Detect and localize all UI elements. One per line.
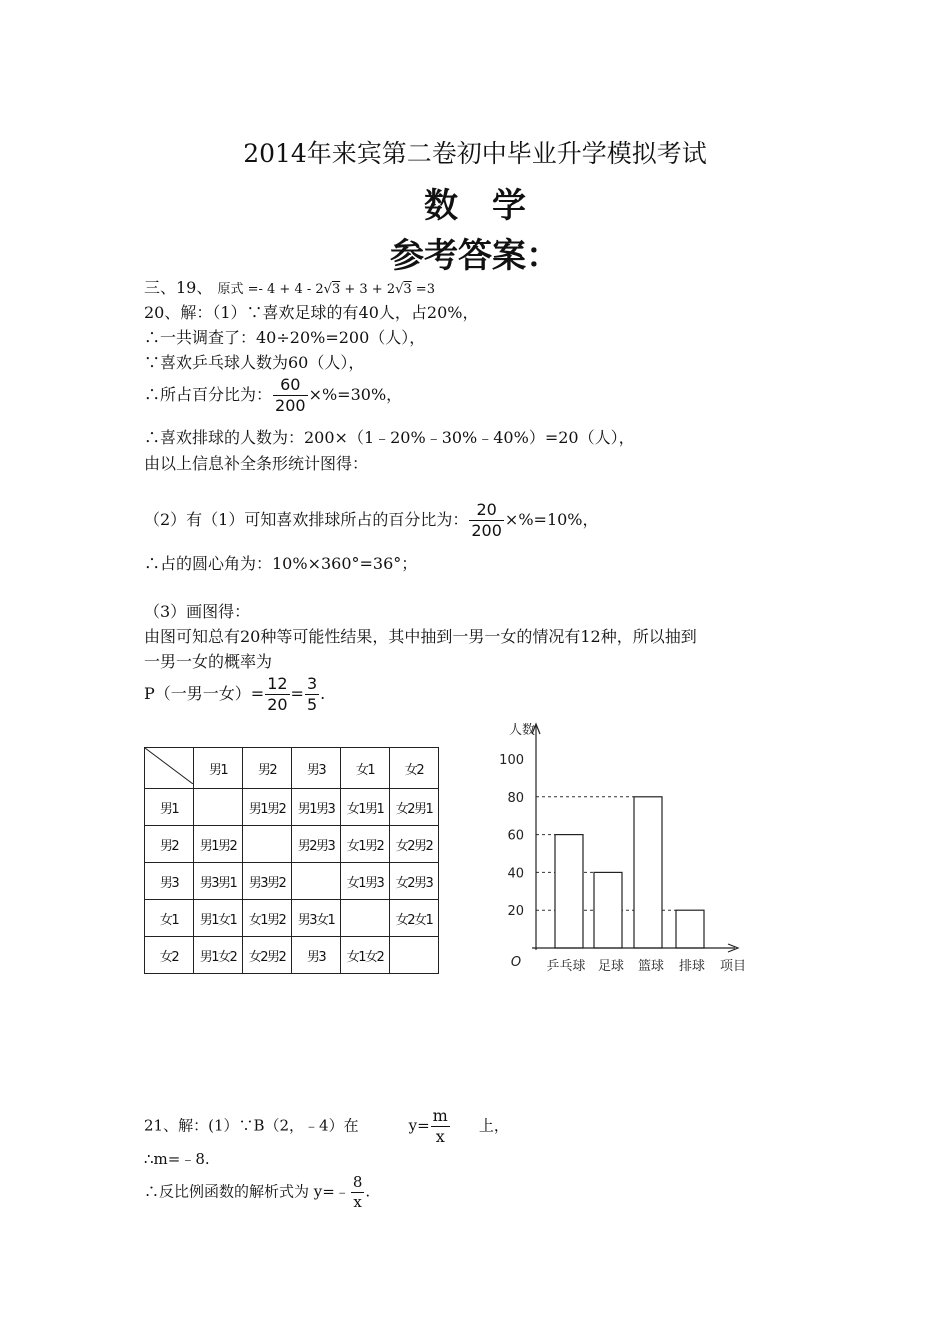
table-cell: 男1男3 — [292, 789, 341, 826]
table-row — [145, 826, 439, 863]
answers-heading: 参考答案： — [390, 236, 560, 276]
table-corner-cell — [145, 748, 194, 789]
fraction-numerator: m — [432, 1106, 448, 1125]
table-cell — [194, 789, 243, 826]
row-label-cell: 女2 — [145, 937, 194, 974]
table-cell — [292, 863, 341, 900]
subject-heading: 数 学 — [424, 186, 526, 226]
table-cell: 女2女1 — [390, 900, 439, 937]
fraction-numerator: 20 — [469, 502, 504, 521]
table-cell: 女1男1 — [341, 789, 390, 826]
q19-sqrt1: 3 — [331, 282, 341, 297]
table-cell — [243, 826, 292, 863]
fraction — [351, 1175, 365, 1210]
equals-sign: = — [290, 684, 304, 703]
fraction-denominator: 200 — [471, 521, 502, 540]
q20-line4 — [144, 377, 402, 414]
y-axis-label: 人数 — [508, 723, 536, 738]
q20-part3-line2: 由图可知总有20种等可能性结果，其中抽到一男一女的情况有12种，所以抽到 — [144, 627, 697, 646]
table-row — [145, 863, 439, 900]
fraction-numerator: 8 — [352, 1173, 363, 1191]
table-cell — [341, 900, 390, 937]
fraction — [431, 1108, 450, 1145]
q20-line1: 20、解：（1）∵喜欢足球的有40人，占20%， — [144, 303, 479, 322]
period: . — [365, 1182, 371, 1201]
q19-expr-a: 原式 = — [217, 282, 259, 297]
q21-line1 — [144, 1108, 509, 1145]
table-header-cell: 女2 — [390, 748, 439, 789]
table-header-cell: 男3 — [292, 748, 341, 789]
fraction-denominator: 20 — [267, 695, 288, 714]
fraction-denominator: x — [435, 1127, 445, 1146]
q20-line5: ∴喜欢排球的人数为：200×（1﹣20%﹣30%﹣40%）=20（人）， — [144, 428, 635, 447]
table-row — [145, 789, 439, 826]
page-title: 2014年来宾第二卷初中毕业升学模拟考试 — [243, 139, 707, 168]
table-cell: 男3男2 — [243, 863, 292, 900]
table-cell: 女2男3 — [390, 863, 439, 900]
table-header-row — [145, 748, 439, 789]
y-tick-label: 80 — [507, 790, 524, 806]
sqrt-sign: √ — [395, 282, 404, 297]
row-label-cell: 男2 — [145, 826, 194, 863]
row-label-cell: 女1 — [145, 900, 194, 937]
bar-乒乓球 — [555, 835, 583, 948]
q21-line2: ∴m=﹣8. — [144, 1150, 210, 1168]
y-equals: y= — [408, 1116, 430, 1135]
x-tick-label: 篮球 — [637, 959, 665, 974]
table-row — [145, 937, 439, 974]
table-row — [145, 900, 439, 937]
q20-part3-line3: 一男一女的概率为 — [144, 652, 273, 671]
y-tick-label: 20 — [507, 904, 524, 920]
q20-probability — [144, 676, 325, 713]
fraction — [305, 676, 319, 713]
q20-line4-prefix: ∴所占百分比为： — [144, 385, 273, 404]
probability-prefix: P（一男一女）= — [144, 684, 265, 703]
table-header-cell: 男1 — [194, 748, 243, 789]
x-tick-label: 乒乓球 — [546, 959, 586, 974]
fraction-numerator: 60 — [273, 377, 308, 396]
table-cell: 女1女2 — [341, 937, 390, 974]
y-tick-label: 40 — [507, 866, 524, 882]
q19-sqrt2: 3 — [403, 282, 412, 297]
q20-part2-prefix: （2）有（1）可知喜欢排球所占的百分比为： — [144, 510, 469, 529]
row-label-cell: 男3 — [145, 863, 194, 900]
row-label-cell: 男1 — [145, 789, 194, 826]
table-cell: 男1男2 — [194, 826, 243, 863]
table-cell: 男3 — [292, 937, 341, 974]
q21-line3 — [144, 1175, 370, 1210]
x-tick-label: 排球 — [678, 959, 706, 974]
sqrt-sign: √ — [323, 282, 332, 297]
q19-expr-b: - 4 + 4 - 2 — [258, 282, 324, 297]
q19-line — [144, 275, 435, 298]
fraction-denominator: 200 — [275, 396, 306, 415]
bar-足球 — [594, 872, 622, 948]
q19-expr-d: =3 — [411, 282, 435, 297]
table-cell: 女1男3 — [341, 863, 390, 900]
table-cell: 女2男1 — [390, 789, 439, 826]
table-cell: 男1女1 — [194, 900, 243, 937]
table-cell — [390, 937, 439, 974]
y-tick-label: 60 — [507, 828, 524, 844]
fraction-numerator: 3 — [306, 674, 318, 693]
q20-line6: 由以上信息补全条形统计图得： — [144, 454, 369, 473]
bar-篮球 — [634, 797, 662, 948]
bar-chart — [480, 712, 770, 982]
table-cell: 女2男2 — [243, 937, 292, 974]
q20-line3: ∵喜欢乒乓球人数为60（人）， — [144, 353, 365, 372]
q19-expression — [217, 282, 435, 297]
table-cell: 男3女1 — [292, 900, 341, 937]
q20-line4-suffix: ×%=30%， — [308, 385, 403, 404]
q19-expr-c: + 3 + 2 — [340, 282, 396, 297]
q21-line1-prefix: 21、解：(1）∵B（2，﹣4）在 — [144, 1116, 359, 1135]
table-cell: 女1男2 — [341, 826, 390, 863]
bar-排球 — [676, 910, 704, 948]
x-axis-label: 项目 — [719, 959, 747, 974]
origin-label: O — [510, 955, 522, 970]
table-cell: 男3男1 — [194, 863, 243, 900]
q20-part2-line2: ∴占的圆心角为：10%×360°=36°； — [144, 554, 418, 573]
table-header-cell: 女1 — [341, 748, 390, 789]
fraction — [273, 377, 308, 414]
fraction-denominator: x — [353, 1193, 362, 1211]
q19-label: 三、19、 — [144, 278, 213, 297]
fraction-denominator: 5 — [306, 695, 318, 714]
q21-line1-suffix: 上， — [478, 1116, 509, 1135]
fraction — [265, 676, 289, 713]
y-tick-label: 100 — [499, 753, 524, 768]
x-tick-label: 足球 — [597, 959, 625, 974]
diagonal-divider — [145, 748, 193, 784]
q20-part2-suffix: ×%=10%， — [504, 510, 599, 529]
table-header-cell: 男2 — [243, 748, 292, 789]
fraction-numerator: 12 — [267, 674, 288, 693]
table-cell: 男1男2 — [243, 789, 292, 826]
q20-part3-line1: （3）画图得： — [144, 602, 251, 621]
table-cell: 女1男2 — [243, 900, 292, 937]
table-cell: 女2男2 — [390, 826, 439, 863]
q20-part2 — [144, 502, 599, 539]
fraction — [469, 502, 504, 539]
table-cell: 男1女2 — [194, 937, 243, 974]
table-cell: 男2男3 — [292, 826, 341, 863]
outcome-table — [144, 747, 439, 974]
q20-line2: ∴一共调查了：40÷20%=200（人）， — [144, 328, 426, 347]
q21-line3-prefix: ∴反比例函数的解析式为 y=﹣ — [144, 1182, 350, 1201]
period: . — [320, 684, 326, 703]
